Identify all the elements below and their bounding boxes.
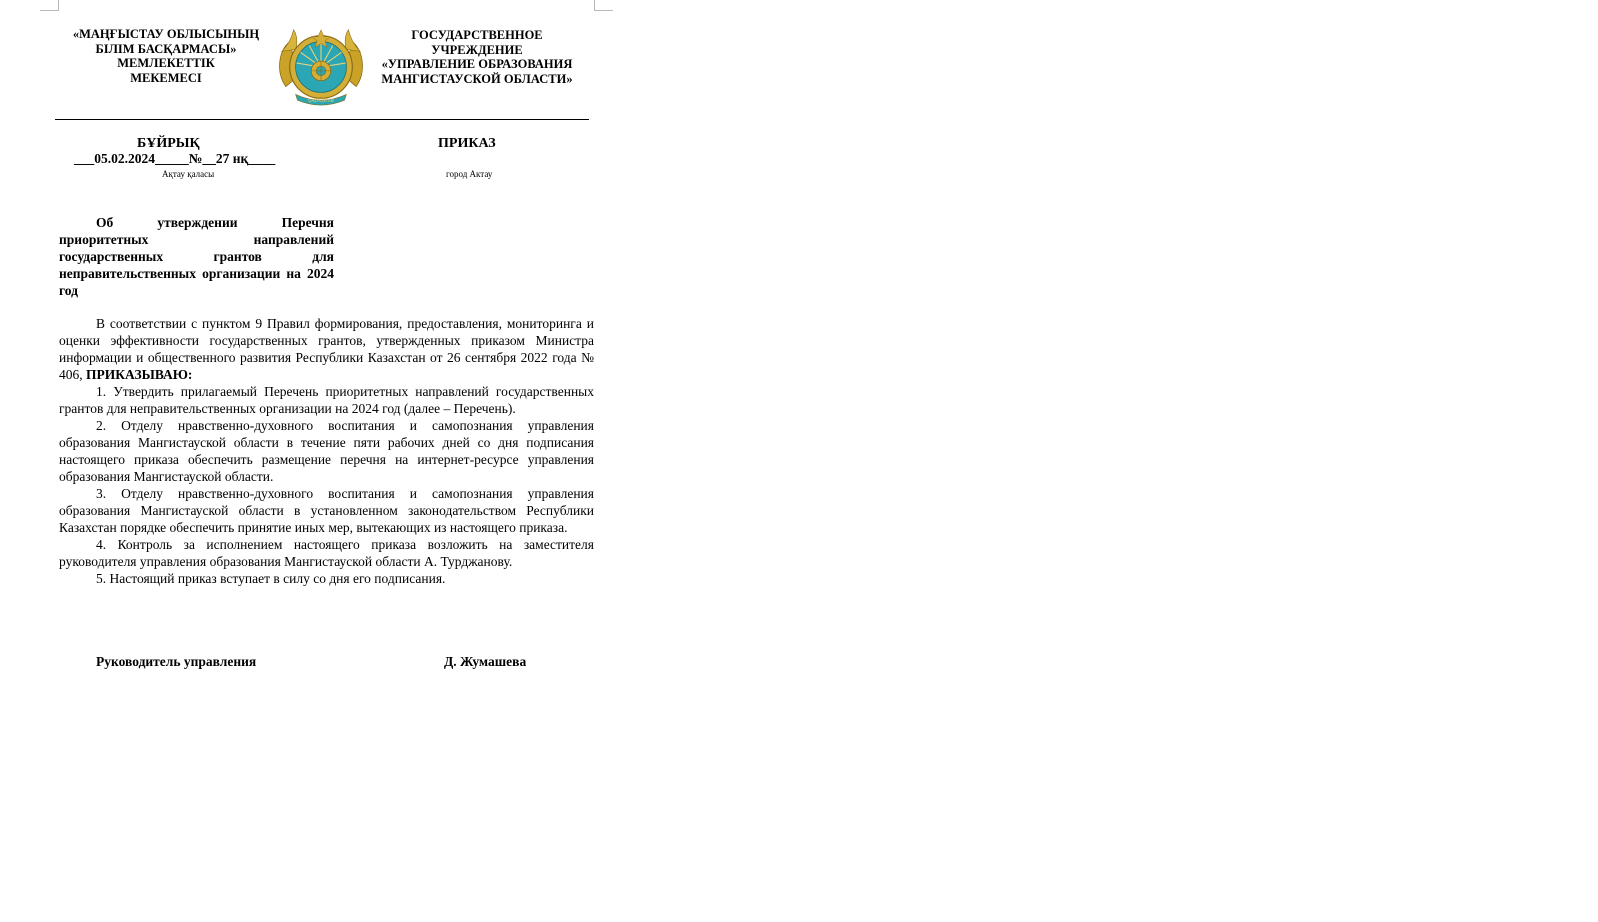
signature-name: Д. Жумашева <box>444 654 527 669</box>
header-kz-line-1: «МАҢҒЫСТАУ ОБЛЫСЫНЫҢ <box>72 27 260 41</box>
order-item-1: 1. Утвердить прилагаемый Перечень приоритетных направлений государственных грантов для неправительственных организации на 2024 год (далее – Перечень). <box>59 384 594 416</box>
page-corner-mark-right <box>594 0 613 11</box>
order-item-2: 2. Отделу нравственно-духовного воспитания и самопознания управления образования Мангистауской области в течение пяти рабочих дней со дня подписания настоящего приказа обеспечить размещение перечня на интернет-ресурсе управления образования Мангистауской области. <box>59 418 594 484</box>
header-ru-line-4: МАНГИСТАУСКОЙ ОБЛАСТИ» <box>381 71 573 86</box>
preamble-text: В соответствии с пунктом 9 Правил формирования, предоставления, мониторинга и оценки эффективности государственных грантов, утвержденных приказом Министра информации и общественного развития Республики Казахстан от 26 сентября 2022 года № 406, <box>59 316 594 382</box>
order-item-5: 5. Настоящий приказ вступает в силу со дня его подписания. <box>96 571 446 586</box>
header-ru-line-3: «УПРАВЛЕНИЕ ОБРАЗОВАНИЯ <box>381 57 573 71</box>
order-title-ru: ПРИКАЗ <box>438 136 496 151</box>
header-kz-line-2: БІЛІМ БАСҚАРМАСЫ» <box>95 41 237 56</box>
order-preamble <box>59 315 594 383</box>
order-item-3: 3. Отделу нравственно-духовного воспитания и самопознания управления образования Мангистауской области в установленном законодательством Республики Казахстан порядке обеспечить принятие иных мер, вытекающих из настоящего приказа. <box>59 486 594 535</box>
order-body <box>59 315 594 587</box>
header-russian-org <box>372 28 582 86</box>
kazakhstan-emblem-icon <box>272 22 370 110</box>
page-corner-mark-left <box>40 0 59 11</box>
header-divider <box>55 119 589 120</box>
signature-title: Руководитель управления <box>96 654 257 669</box>
header-kz-line-3: МЕМЛЕКЕТТІК <box>117 56 215 70</box>
preamble-command: ПРИКАЗЫВАЮ: <box>86 367 193 382</box>
order-title-kz: БҰЙРЫҚ <box>137 136 200 151</box>
emblem-banner-text: QAZAQSTAN <box>308 98 334 104</box>
order-item-4: 4. Контроль за исполнением настоящего приказа возложить на заместителя руководителя управления образования Мангистауской области А. Турджанову. <box>59 537 594 569</box>
order-date-number: ___05.02.2024_____№__27 нқ____ <box>74 151 276 166</box>
order-city-kz: Ақтау қаласы <box>162 169 215 179</box>
header-ru-line-1: ГОСУДАРСТВЕННОЕ <box>411 28 543 42</box>
header-ru-line-2: УЧРЕЖДЕНИЕ <box>431 42 523 57</box>
order-city-ru: город Актау <box>446 169 493 179</box>
header-kazakh-org <box>55 27 277 85</box>
header-kz-line-4: МЕКЕМЕСІ <box>130 70 202 85</box>
order-subject: Об утверждении Перечня приоритетных направлений государственных грантов для неправительственных организации на 2024 год <box>59 215 334 298</box>
